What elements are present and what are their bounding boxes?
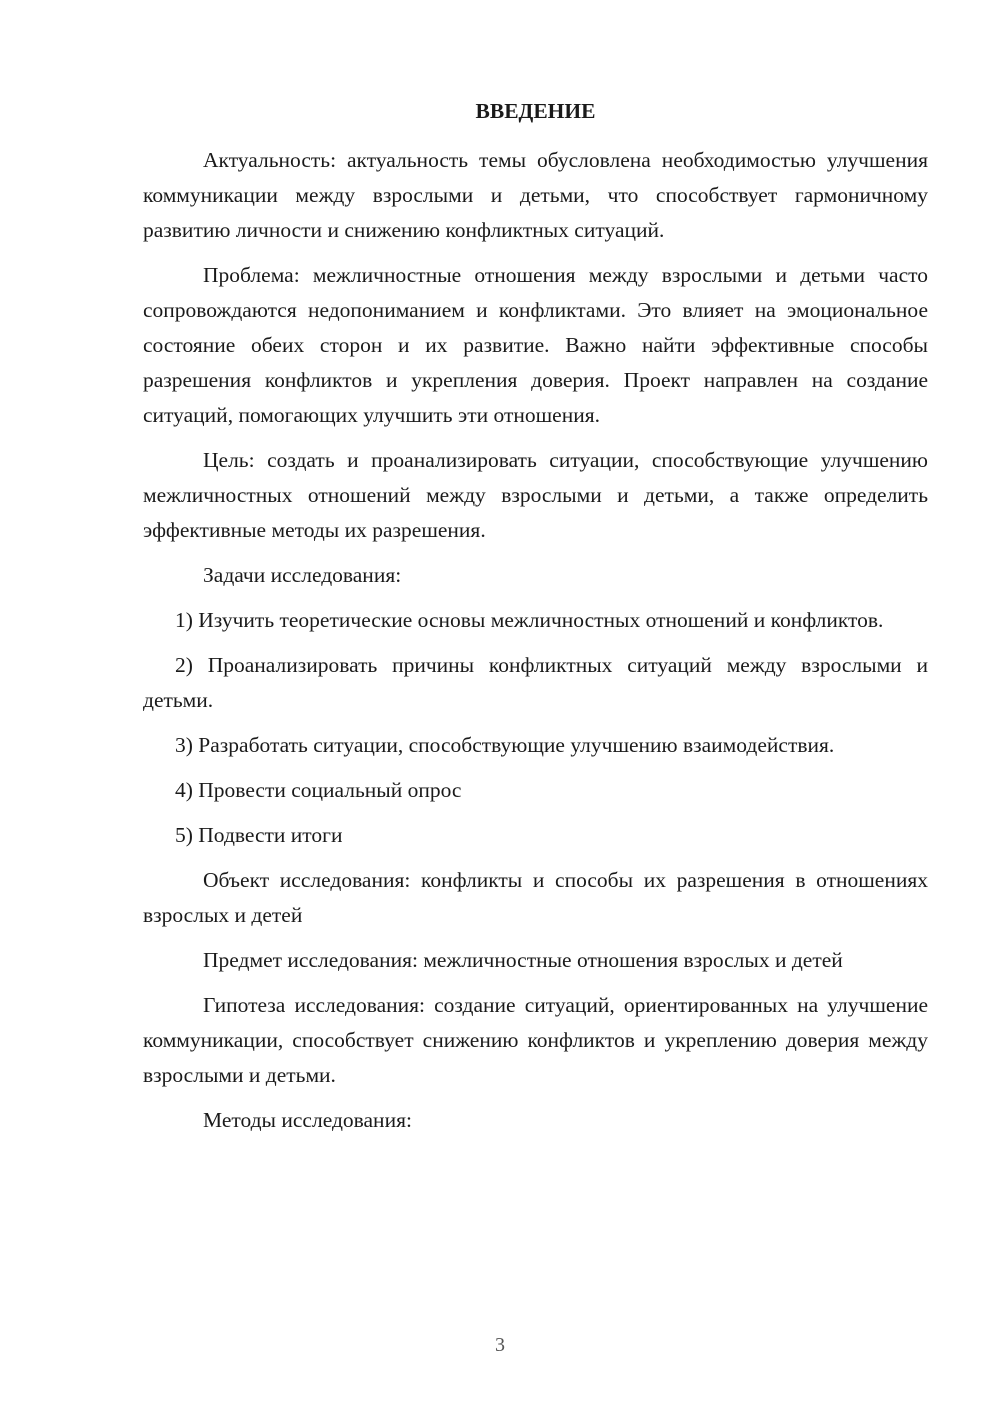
task-item-4: 4) Провести социальный опрос — [175, 778, 462, 802]
relevance-paragraph: Актуальность: актуальность темы обусловлена необходимостью улучшения коммуникации между взрослыми и детьми, что способствует гармоничному развитию личности и снижению конфликтных ситуаций. — [143, 148, 928, 242]
tasks-heading: Задачи исследования: — [203, 563, 402, 587]
document-title: ВВЕДЕНИЕ — [475, 99, 596, 123]
goal-paragraph: Цель: создать и проанализировать ситуации, способствующие улучшению межличностных отношений между взрослыми и детьми, а также определить эффективные методы их разрешения. — [143, 448, 928, 542]
document-page — [143, 94, 928, 1148]
methods-heading: Методы исследования: — [203, 1108, 412, 1132]
hypothesis-paragraph: Гипотеза исследования: создание ситуаций, ориентированных на улучшение коммуникации, способствует снижению конфликтов и укреплению доверия между взрослыми и детьми. — [143, 993, 928, 1087]
problem-paragraph: Проблема: межличностные отношения между взрослыми и детьми часто сопровождаются недопониманием и конфликтами. Это влияет на эмоциональное состояние обеих сторон и их развитие. Важно найти эффективные способы разрешения конфликтов и укрепления доверия. Проект направлен на создание ситуаций, помогающих улучшить эти отношения. — [143, 263, 928, 427]
task-item-3: 3) Разработать ситуации, способствующие улучшению взаимодействия. — [175, 733, 835, 757]
task-item-5: 5) Подвести итоги — [175, 823, 343, 847]
task-item-2: 2) Проанализировать причины конфликтных ситуаций между взрослыми и детьми. — [143, 653, 928, 712]
object-paragraph: Объект исследования: конфликты и способы их разрешения в отношениях взрослых и детей — [143, 868, 928, 927]
page-number: 3 — [495, 1334, 505, 1356]
task-item-1: 1) Изучить теоретические основы межличностных отношений и конфликтов. — [175, 608, 884, 632]
subject-paragraph: Предмет исследования: межличностные отношения взрослых и детей — [203, 948, 843, 972]
